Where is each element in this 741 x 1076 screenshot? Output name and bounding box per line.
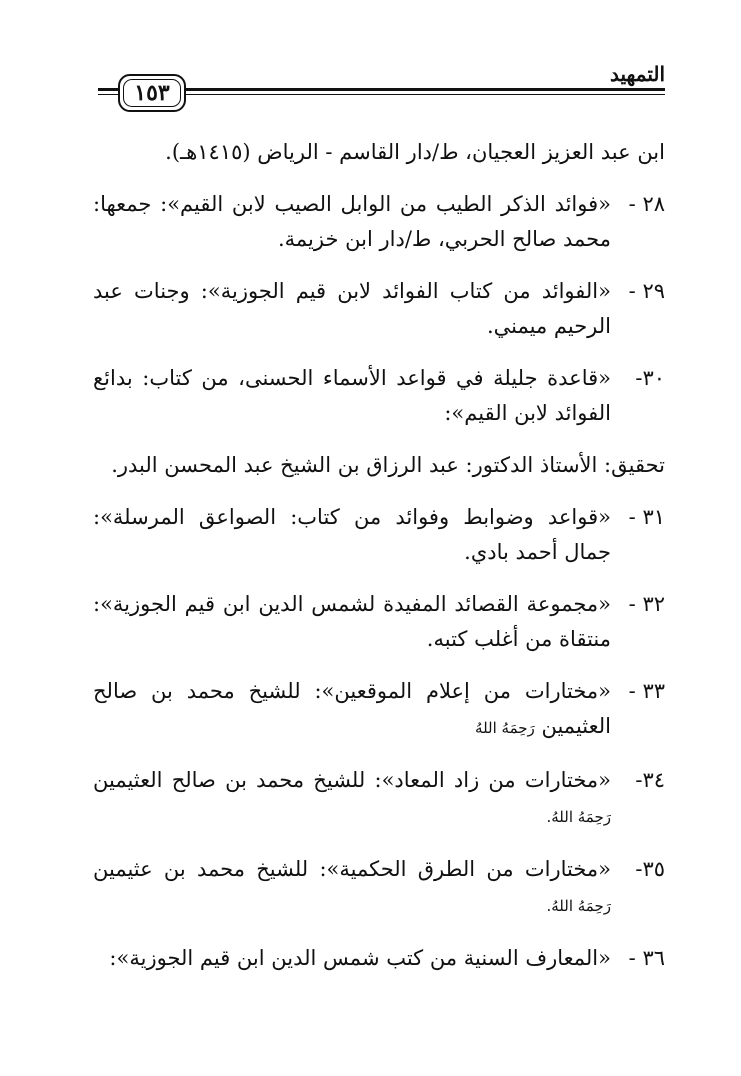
entry-31 (93, 500, 665, 570)
entry-33 (93, 674, 665, 746)
entry-30-editor: تحقيق: الأستاذ الدكتور: عبد الرزاق بن الشيخ عبد المحسن البدر. (111, 453, 665, 477)
entry-number: ٣٢ - (628, 592, 665, 616)
entry-number: ٣٦ - (628, 946, 665, 970)
running-title: التمهيد (610, 62, 665, 86)
entry-text: «قاعدة جليلة في قواعد الأسماء الحسنى، من كتاب: بدائع الفوائد لابن القيم»: (93, 366, 611, 425)
entry-36 (93, 941, 665, 976)
entry-number: ٢٨ - (628, 192, 665, 216)
page-number-text: ١٥٣ (134, 80, 170, 106)
honorific: رَحِمَهُ اللهُ. (546, 897, 611, 915)
entry-number: ٣٣ - (628, 679, 665, 703)
entry-text-wrap (93, 763, 611, 835)
honorific: رَحِمَهُ اللهُ. (546, 808, 611, 826)
entry-32 (93, 587, 665, 657)
entry-text: «مختارات من إعلام الموقعين»: للشيخ محمد بن صالح العثيمين (93, 679, 611, 738)
entry-number: ٣١ - (628, 505, 665, 529)
entry-text: «فوائد الذكر الطيب من الوابل الصيب لابن القيم»: جمعها: محمد صالح الحربي، ط/دار ابن خزيمة. (93, 192, 611, 251)
honorific: رَحِمَهُ اللهُ (475, 719, 535, 737)
entry-number: ٣٠- (635, 366, 665, 390)
page-number (118, 74, 186, 112)
bibliography-list (93, 135, 665, 993)
entry-number: ٢٩ - (628, 279, 665, 303)
entry-text: «مختارات من الطرق الحكمية»: للشيخ محمد بن عثيمين (93, 857, 611, 881)
entry-number: ٣٥- (635, 857, 665, 881)
entry-text-wrap (93, 674, 611, 746)
entry-29 (93, 274, 665, 344)
entry-number: ٣٤- (635, 768, 665, 792)
entry-continued (93, 135, 665, 170)
entry-text: ابن عبد العزيز العجيان، ط/دار القاسم - الرياض (١٤١٥هـ). (165, 140, 665, 164)
entry-text: «مجموعة القصائد المفيدة لشمس الدين ابن قيم الجوزية»: منتقاة من أغلب كتبه. (93, 592, 611, 651)
entry-text-wrap (93, 852, 611, 924)
entry-text: «مختارات من زاد المعاد»: للشيخ محمد بن صالح العثيمين (93, 768, 611, 792)
entry-text: «الفوائد من كتاب الفوائد لابن قيم الجوزية»: وجنات عبد الرحيم ميمني. (93, 279, 611, 338)
entry-text: «المعارف السنية من كتب شمس الدين ابن قيم الجوزية»: (109, 946, 611, 970)
entry-34 (93, 763, 665, 835)
entry-35 (93, 852, 665, 924)
entry-28 (93, 187, 665, 257)
entry-text: «قواعد وضوابط وفوائد من كتاب: الصواعق المرسلة»: جمال أحمد بادي. (93, 505, 611, 564)
entry-30 (93, 361, 665, 431)
